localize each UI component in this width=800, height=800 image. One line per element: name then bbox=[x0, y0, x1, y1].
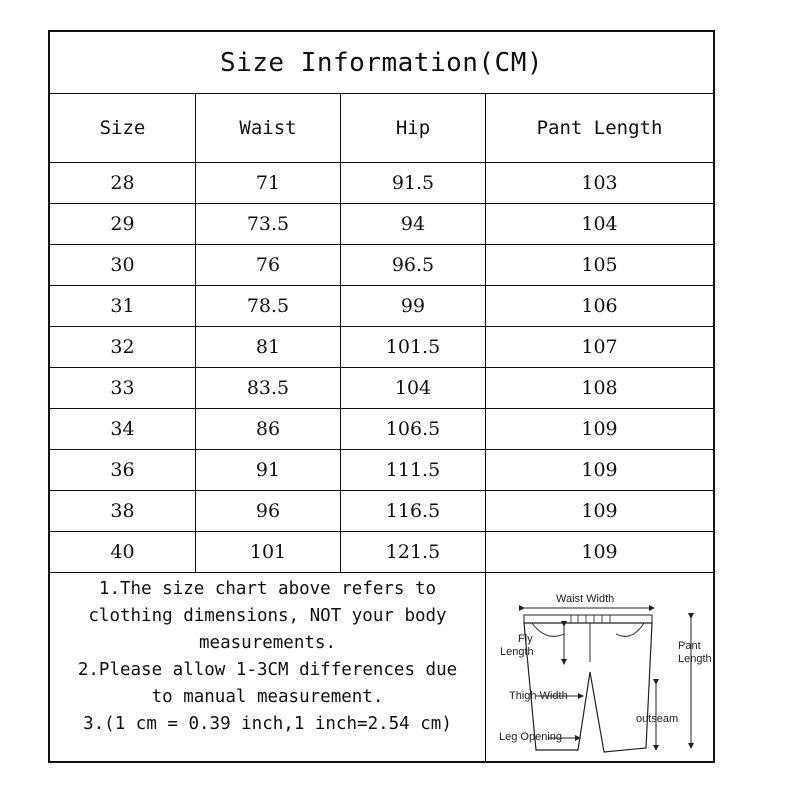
cell-size: 40 bbox=[110, 540, 135, 563]
note-line: 3.(1 cm = 0.39 inch,1 inch=2.54 cm) bbox=[83, 714, 452, 734]
cell-size: 36 bbox=[110, 458, 135, 481]
cell-waist: 81 bbox=[195, 326, 340, 367]
cell-size: 31 bbox=[110, 294, 135, 317]
cell-size: 33 bbox=[110, 376, 135, 399]
cell-waist: 86 bbox=[195, 408, 340, 449]
cell-pant-length: 107 bbox=[485, 326, 713, 367]
note-line: 1.The size chart above refers to bbox=[98, 579, 437, 599]
cell-hip: 116.5 bbox=[340, 490, 485, 531]
pant-length-label: Length bbox=[678, 653, 712, 665]
header-size: Size bbox=[99, 116, 146, 139]
note-line: clothing dimensions, NOT your body bbox=[88, 606, 447, 626]
cell-pant-length: 104 bbox=[485, 203, 713, 244]
header-pant-length: Pant Length bbox=[485, 93, 713, 162]
table-row bbox=[50, 244, 713, 286]
table-row bbox=[50, 285, 713, 327]
note-line: to manual measurement. bbox=[151, 687, 384, 707]
waist-width-label: Waist Width bbox=[556, 593, 615, 605]
fly-length-label: Length bbox=[500, 646, 534, 658]
note-line: measurements. bbox=[199, 633, 336, 653]
pants-diagram bbox=[485, 572, 713, 761]
table-row bbox=[50, 408, 713, 450]
cell-pant-length: 109 bbox=[485, 531, 713, 572]
cell-waist: 71 bbox=[195, 162, 340, 203]
table-title bbox=[50, 32, 713, 94]
cell-waist: 101 bbox=[195, 531, 340, 572]
cell-hip: 91.5 bbox=[340, 162, 485, 203]
cell-waist: 78.5 bbox=[195, 285, 340, 326]
cell-pant-length: 109 bbox=[485, 490, 713, 531]
table-row bbox=[50, 531, 713, 573]
cell-pant-length: 103 bbox=[485, 162, 713, 203]
header-row bbox=[50, 93, 713, 163]
cell-pant-length: 109 bbox=[485, 449, 713, 490]
cell-hip: 106.5 bbox=[340, 408, 485, 449]
header-waist: Waist bbox=[195, 93, 340, 162]
fly-label: Fly bbox=[518, 633, 533, 645]
cell-hip: 94 bbox=[340, 203, 485, 244]
cell-waist: 91 bbox=[195, 449, 340, 490]
cell-waist: 83.5 bbox=[195, 367, 340, 408]
cell-size: 29 bbox=[110, 212, 135, 235]
cell-size: 38 bbox=[110, 499, 135, 522]
thigh-width-label: Thigh Width bbox=[509, 690, 568, 702]
table-row bbox=[50, 203, 713, 245]
header-hip: Hip bbox=[340, 93, 485, 162]
note-line: 2.Please allow 1-3CM differences due bbox=[77, 660, 458, 680]
cell-waist: 76 bbox=[195, 244, 340, 285]
table-row bbox=[50, 449, 713, 491]
notes-block bbox=[50, 572, 485, 761]
table-row bbox=[50, 162, 713, 204]
table-row bbox=[50, 326, 713, 368]
cell-hip: 99 bbox=[340, 285, 485, 326]
cell-size: 28 bbox=[110, 171, 135, 194]
cell-waist: 96 bbox=[195, 490, 340, 531]
leg-opening-label: Leg Opening bbox=[499, 731, 562, 743]
cell-hip: 104 bbox=[340, 367, 485, 408]
pants-measurement-icon bbox=[486, 572, 714, 761]
table-row bbox=[50, 367, 713, 409]
table-row bbox=[50, 490, 713, 532]
cell-hip: 96.5 bbox=[340, 244, 485, 285]
cell-pant-length: 105 bbox=[485, 244, 713, 285]
cell-hip: 111.5 bbox=[340, 449, 485, 490]
cell-pant-length: 106 bbox=[485, 285, 713, 326]
cell-hip: 121.5 bbox=[340, 531, 485, 572]
title-text: Size Information(CM) bbox=[219, 47, 544, 78]
pant-label: Pant bbox=[678, 640, 701, 652]
cell-pant-length: 108 bbox=[485, 367, 713, 408]
size-chart-table bbox=[48, 30, 715, 763]
cell-pant-length: 109 bbox=[485, 408, 713, 449]
cell-hip: 101.5 bbox=[340, 326, 485, 367]
cell-size: 30 bbox=[110, 253, 135, 276]
cell-size: 34 bbox=[110, 417, 135, 440]
outseam-label: outseam bbox=[636, 713, 679, 725]
cell-waist: 73.5 bbox=[195, 203, 340, 244]
cell-size: 32 bbox=[110, 335, 135, 358]
